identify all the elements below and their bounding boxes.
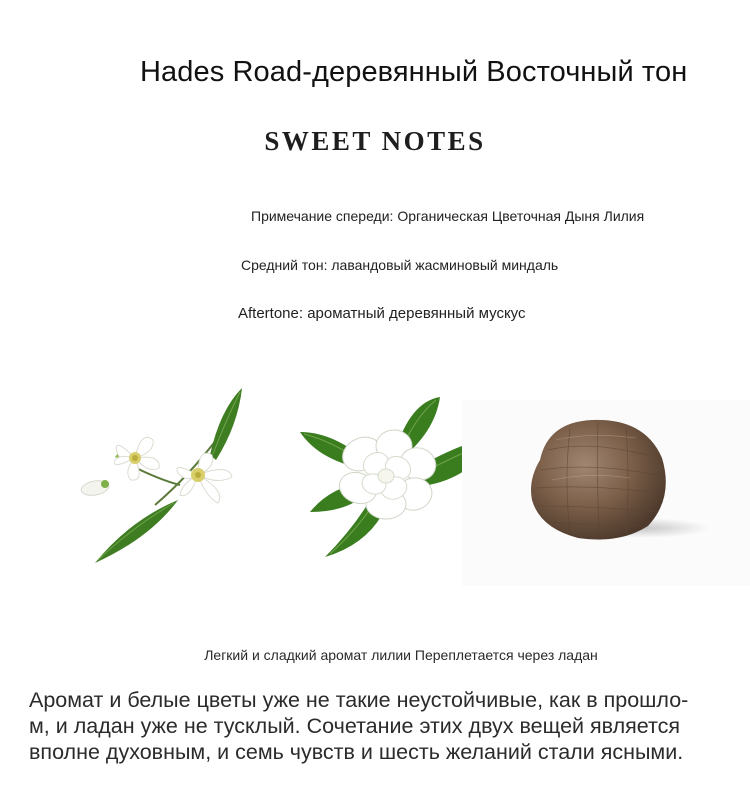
page-title: Hades Road-деревянный Восточный тон bbox=[140, 56, 688, 88]
description-line: Аромат и белые цветы уже не такие неустойчивые, как в прошло- bbox=[29, 688, 689, 712]
seed-image bbox=[462, 400, 750, 586]
description-line: м, и ладан уже не тусклый. Сочетание этих двух вещей является bbox=[29, 714, 681, 738]
section-heading-text: SWEET NOTES bbox=[264, 126, 486, 156]
middle-note: Средний тон: лавандовый жасминовый миндаль bbox=[241, 257, 559, 273]
description-line: вполне духовным, и семь чувств и шесть желаний стали ясными. bbox=[29, 740, 684, 764]
description bbox=[29, 687, 745, 765]
base-note: Aftertone: ароматный деревянный мускус bbox=[238, 305, 526, 322]
ingredient-illustrations bbox=[70, 380, 750, 600]
ingredient-images bbox=[70, 380, 750, 600]
section-heading bbox=[0, 126, 750, 157]
caption: Легкий и сладкий аромат лилии Переплетается через ладан bbox=[204, 647, 598, 663]
orange-blossom-image bbox=[80, 388, 242, 563]
top-note: Примечание спереди: Органическая Цветочная Дыня Лилия bbox=[251, 208, 645, 224]
